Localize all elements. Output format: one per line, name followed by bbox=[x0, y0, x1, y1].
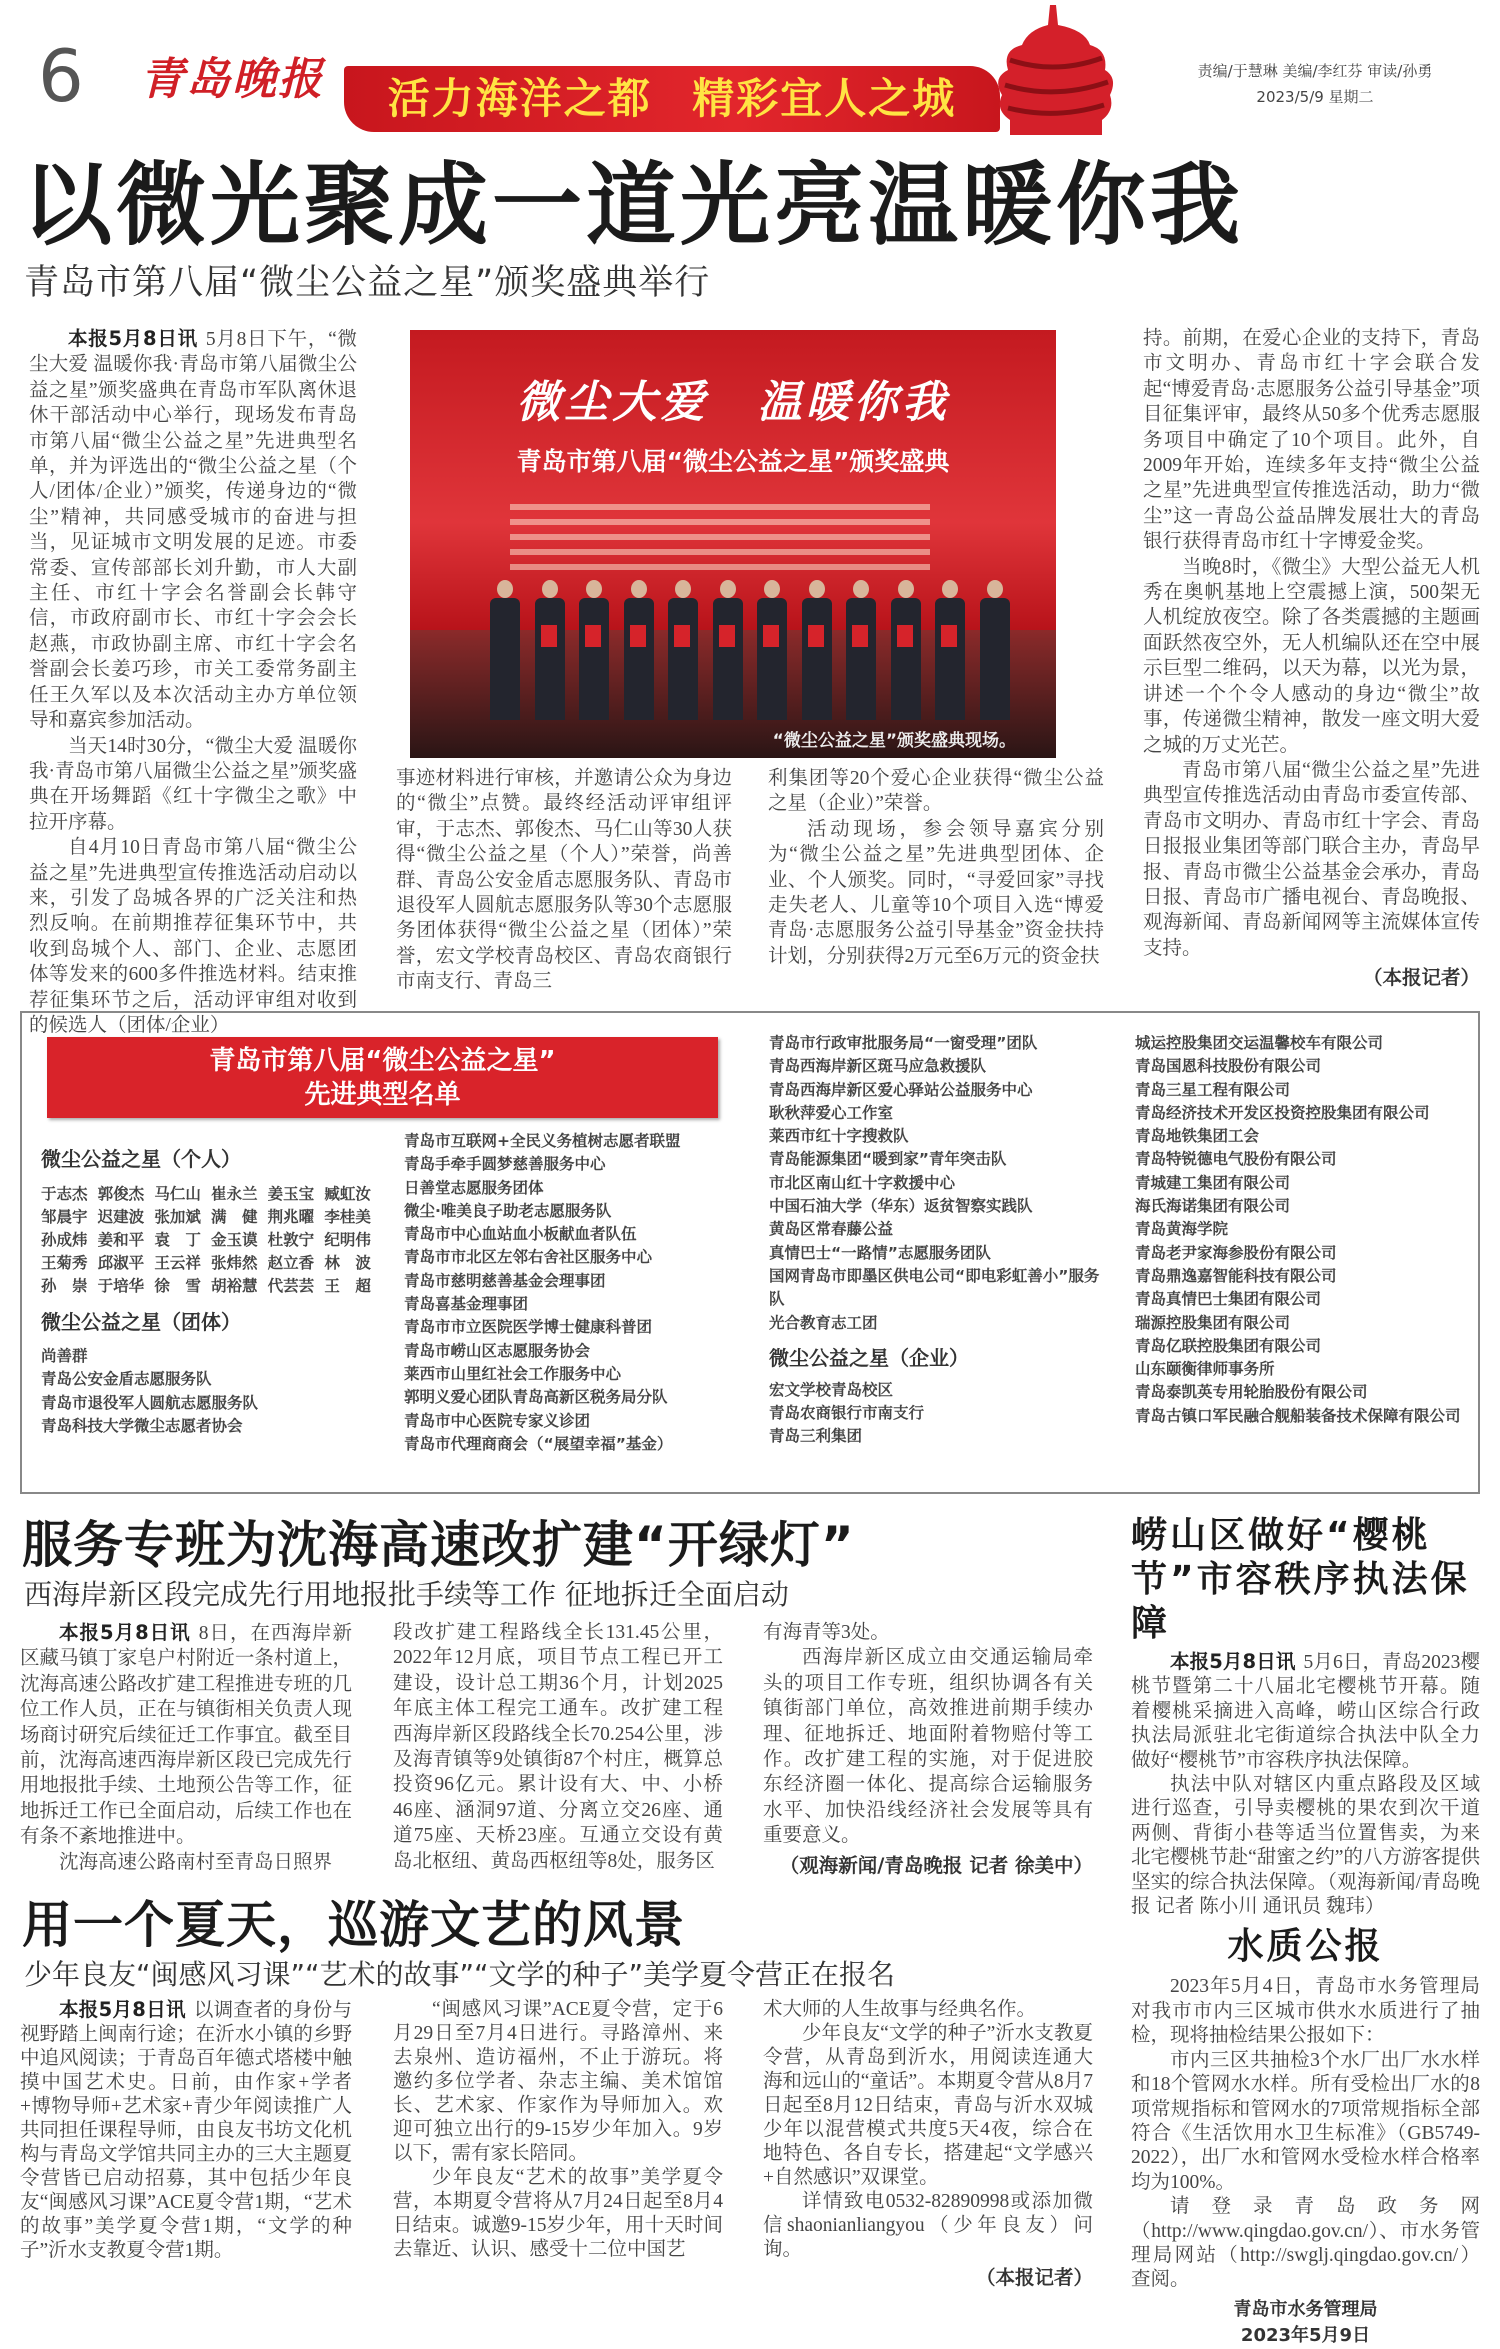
paragraph-text: 8日，在西海岸新区藏马镇丁家皂户村附近一条村道上，沈海高速公路改扩建工程推进专班的几位工作人员，正在与镇街相关负责人现场商讨研究后续征迁工作事宜。截至目前，沈海高速西海岸新区段已完成先行用地报批手续、土地预公告等工作，征地拆迁工作已全面启动，后续工作也在有条不紊地推进中。 bbox=[20, 1623, 352, 1848]
individual-name: 林 波 bbox=[324, 1254, 371, 1272]
paragraph bbox=[1131, 1650, 1480, 1773]
paragraph-text: 利集团等20个爱心企业获得“微尘公益之星（企业）”荣誉。 bbox=[768, 768, 1104, 815]
individual-name: 杜敦宁 bbox=[267, 1231, 315, 1249]
paragraph-text: 执法中队对辖区内重点路段及区域进行巡查，引导卖樱桃的果农到次干道两侧、背街小巷等适当位置售卖，为来北宅樱桃节赴“甜蜜之约”的八方游客提供坚实的综合执法保障。（观海新闻/青岛晚报 记者 陈小川 通讯员 魏玮） bbox=[1131, 1774, 1480, 1918]
paragraph bbox=[763, 1998, 1093, 2022]
individual-name: 代芸芸 bbox=[267, 1277, 315, 1295]
paragraph bbox=[763, 2022, 1093, 2190]
list-item: 青岛老尹家海参股份有限公司 bbox=[1135, 1243, 1337, 1262]
individual-name: 荆兆曜 bbox=[267, 1208, 315, 1226]
highway-column-1 bbox=[20, 1620, 352, 1875]
paragraph bbox=[393, 2166, 723, 2262]
individual-name: 王菊秀 bbox=[41, 1254, 88, 1272]
person-figure bbox=[980, 580, 1010, 720]
list-item: 青岛泰凯英专用轮胎股份有限公司 bbox=[1135, 1383, 1368, 1402]
individual-name: 徐 雪 bbox=[154, 1277, 201, 1295]
enterprise-list-a bbox=[769, 1379, 1104, 1449]
list-item: 青岛三星工程有限公司 bbox=[1135, 1080, 1291, 1099]
person-figure bbox=[490, 580, 520, 720]
person-figure bbox=[713, 580, 743, 720]
tower-sculpture-icon bbox=[990, 0, 1120, 135]
individual-name: 郭俊杰 bbox=[97, 1185, 145, 1203]
paragraph bbox=[393, 1620, 723, 1874]
paragraph-text: 以调查者的身份与视野踏上闽南行途；在沂水小镇的乡野中追风阅读；于青岛百年德式塔楼中触摸中国艺术史。日前，由作家+学者+博物导师+艺术家+青少年阅读推广人共同担任课程导师，由良友书坊文化机构与青岛文学馆共同主办的三大主题夏令营皆已启动招募，其中包括少年良友“闽感风习课”ACE夏令营1期，“艺术的故事”美学夏令营1期，“文学的种子”沂水支教夏令营1期。 bbox=[20, 2000, 352, 2261]
paragraph-text: 持。前期，在爱心企业的支持下，青岛市文明办、青岛市红十字会联合发起“博爱青岛·志愿服务公益引导基金”项目征集评审，最终从50多个优秀志愿服务项目中确定了10个项目。此外，自2009年开始，连续多年支持“微尘公益之星”先进典型宣传推选活动，助力“微尘”这一青岛公益品牌发展壮大的青岛银行获得青岛市红十字博爱金奖。 bbox=[1143, 328, 1480, 553]
list-item: 青岛市崂山区志愿服务协会 bbox=[404, 1341, 591, 1360]
individual-name: 姜和平 bbox=[97, 1231, 145, 1249]
cherry-body bbox=[1131, 1650, 1480, 1919]
list-item: 市北区南山红十字救援中心 bbox=[769, 1173, 956, 1192]
person-figure bbox=[891, 580, 921, 720]
screen-organizer-text bbox=[510, 495, 930, 579]
photo-caption: “微尘公益之星”颁奖盛典现场。 bbox=[772, 731, 1016, 751]
summer-column-1 bbox=[20, 1998, 352, 2263]
list-item: 青岛市代理商商会（“展望幸福”基金） bbox=[404, 1434, 673, 1453]
paragraph-text: 少年良友“艺术的故事”美学夏令营，本期夏令营将从7月24日起至8月4日结束。诚邀9-15岁少年，用十天时间去靠近、认识、感受十二位中国艺 bbox=[393, 2167, 723, 2260]
summer-column-2 bbox=[393, 1998, 723, 2262]
list-item: 青岛能源集团“暖到家”青年突击队 bbox=[769, 1150, 1007, 1169]
individual-name: 张炜然 bbox=[210, 1254, 258, 1272]
summer-subtitle: 少年良友“闽感风习课”“艺术的故事”“文学的种子”美学夏令营正在报名 bbox=[24, 1958, 896, 1991]
paragraph-text: 术大师的人生故事与经典名作。 bbox=[763, 1999, 1037, 2020]
paragraph-text: “闽感风习课”ACE夏令营，定于6月29日至7月4日进行。寻路漳州、来去泉州、造访福州，不止于游玩。将邀约多位学者、杂志主编、美术馆馆长、艺术家、作家作为导师加入。欢迎可独立出行的9-15岁少年加入。9岁以下，需有家长陪同。 bbox=[393, 1999, 723, 2164]
lead-subtitle: 青岛市第八届“微尘公益之星”颁奖盛典举行 bbox=[24, 263, 711, 303]
person-figure bbox=[535, 580, 565, 720]
dateline: 本报5月8日讯 bbox=[68, 327, 198, 350]
list-item: 城运控股集团交运温馨校车有限公司 bbox=[1135, 1034, 1384, 1052]
list-item: 郭明义爱心团队青岛高新区税务局分队 bbox=[404, 1388, 668, 1407]
list-item: 青岛黄海学院 bbox=[1135, 1220, 1229, 1239]
person-figure bbox=[624, 580, 654, 720]
honor-list-title bbox=[47, 1037, 718, 1118]
issue-date: 2023/5/9 星期二 bbox=[1256, 88, 1374, 106]
individual-name: 崔永兰 bbox=[210, 1185, 258, 1203]
individual-name: 李桂美 bbox=[324, 1208, 371, 1226]
list-item: 莱西市红十字搜救队 bbox=[769, 1127, 909, 1146]
paragraph-text: 5月8日下午，“微尘大爱 温暖你我·青岛市第八届微尘公益之星”颁奖盛典在青岛市军队离休退休干部活动中心举行，现场发布青岛市第八届“微尘公益之星”先进典型名单，并为评选出的“微尘公益之星（个人/团体/企业）”颁奖，传递身边的“微尘”精神，共同感受城市的奋进与担当，见证城市文明发展的足迹。市委常委、宣传部部长刘升勤，市人大副主任、市红十字会名誉副会长韩守信，市政府副市长、市红十字会会长赵燕，市政协副主席、市红十字会名誉副会长姜巧珍，市关工委常务副主任王久军以及本次活动主办方单位领导和嘉宾参加活动。 bbox=[29, 329, 358, 732]
lead-column-4 bbox=[1143, 326, 1480, 991]
award-ceremony-photo bbox=[410, 330, 1056, 758]
individual-name: 孙成炜 bbox=[41, 1231, 88, 1249]
individual-name: 王 超 bbox=[324, 1277, 371, 1295]
paragraph bbox=[1143, 326, 1480, 555]
paragraph-text: 有海青等3处。 bbox=[763, 1622, 890, 1643]
paragraph bbox=[763, 1620, 1093, 1645]
individual-name: 于志杰 bbox=[41, 1185, 88, 1203]
list-item: 青岛西海岸新区斑马应急救援队 bbox=[769, 1057, 987, 1076]
paragraph bbox=[20, 1620, 352, 1850]
lead-column-3 bbox=[768, 766, 1104, 969]
paragraph bbox=[768, 817, 1104, 969]
byline: （本报记者） bbox=[1362, 966, 1480, 990]
list-item: 青岛市互联网+全民义务植树志愿者联盟 bbox=[404, 1132, 681, 1150]
person-figure bbox=[802, 580, 832, 720]
photo-screen-title: 微尘大爱 温暖你我 bbox=[516, 377, 950, 428]
team-list-b bbox=[404, 1130, 681, 1456]
list-item: 黄岛区常春藤公益 bbox=[769, 1220, 894, 1239]
byline: （观海新闻/青岛晚报 记者 徐美中） bbox=[779, 1853, 1093, 1877]
list-item: 青岛科技大学微尘志愿者协会 bbox=[41, 1416, 243, 1435]
paragraph-text: 青岛市第八届“微尘公益之星”先进典型宣传推选活动由青岛市委宣传部、青岛市文明办、青岛市红十字会、青岛日报报业集团等部门联合主办，青岛早报、青岛市微尘公益基金会承办，青岛日报、青岛市广播电视台、青岛晚报、观海新闻、青岛新闻网等主流媒体宣传支持。 bbox=[1143, 759, 1480, 959]
list-item: 青岛手牵手圆梦慈善服务中心 bbox=[404, 1155, 606, 1174]
paragraph-text: 事迹材料进行审核，并邀请公众为身边的“微尘”点赞。最终经活动评审组评审，于志杰、郭俊杰、马仁山等30人获得“微尘公益之星（个人）”荣誉，尚善群、青岛公安金盾志愿服务队、青岛市退役军人圆航志愿服务队等30个志愿服务团体获得“微尘公益之星（团体）”荣誉，宏文学校青岛校区、青岛农商银行市南支行、青岛三 bbox=[396, 768, 732, 993]
person-figure bbox=[757, 580, 787, 720]
highway-headline: 服务专班为沈海高速改扩建“开绿灯” bbox=[22, 1516, 855, 1574]
list-item: 青岛三利集团 bbox=[769, 1427, 863, 1446]
individual-name: 孙 崇 bbox=[41, 1277, 88, 1295]
paragraph-text: 沈海高速公路南村至青岛日照界 bbox=[59, 1851, 333, 1873]
individual-name: 纪明伟 bbox=[324, 1231, 371, 1249]
highway-column-2 bbox=[393, 1620, 723, 1874]
list-item: 青岛市慈明慈善基金会理事团 bbox=[404, 1271, 606, 1290]
list-item: 青城建工集团有限公司 bbox=[1135, 1173, 1291, 1192]
paragraph-text: 市内三区共抽检3个水厂出厂水水样和18个管网水水样。所有受检出厂水的8项常规指标和管网水的7项常规指标全部符合《生活饮用水卫生标准》（GB5749-2022），出厂水和管网水受检水样合格率均为100%。 bbox=[1131, 2049, 1480, 2193]
list-item: 海氏海诺集团有限公司 bbox=[1135, 1197, 1291, 1216]
list-item: 青岛地铁集团工会 bbox=[1135, 1127, 1260, 1146]
list-item: 山东颐衡律师事务所 bbox=[1135, 1360, 1275, 1379]
paragraph bbox=[1131, 2049, 1480, 2195]
enterprise-heading: 微尘公益之星（企业） bbox=[769, 1345, 969, 1370]
individual-name: 赵立香 bbox=[267, 1254, 315, 1272]
person-figure bbox=[935, 580, 965, 720]
credits-text: 责编/于慧琳 美编/李红芬 审读/孙勇 bbox=[1197, 62, 1433, 80]
signature-org: 青岛市水务管理局 bbox=[1233, 2298, 1378, 2320]
water-notice-body bbox=[1131, 1975, 1480, 2292]
team-heading: 微尘公益之星（团体） bbox=[41, 1310, 241, 1334]
individual-name: 迟建波 bbox=[97, 1208, 145, 1226]
award-recipients bbox=[490, 580, 1010, 720]
paragraph bbox=[393, 1998, 723, 2166]
list-item: 青岛公安金盾志愿服务队 bbox=[41, 1370, 212, 1389]
list-item: 中国石油大学（华东）返贫智察实践队 bbox=[769, 1197, 1033, 1216]
list-item: 青岛市退役军人圆航志愿服务队 bbox=[41, 1393, 259, 1412]
list-item: 青岛国恩科技股份有限公司 bbox=[1135, 1057, 1322, 1076]
individual-name: 张加斌 bbox=[154, 1208, 201, 1226]
paragraph-text: 详情致电0532-82890998或添加微信shaonianliangyou（少年良友）问询。 bbox=[763, 2191, 1093, 2260]
paragraph-text: 请登录青岛政务网（http://www.qingdao.gov.cn/）、市水务管理局网站（http://swglj.qingdao.gov.cn/）查阅。 bbox=[1131, 2196, 1480, 2291]
byline: （本报记者） bbox=[975, 2266, 1093, 2289]
paragraph bbox=[768, 766, 1104, 817]
cherry-headline: 崂山区做好“樱桃节”市容秩序执法保障 bbox=[1131, 1515, 1470, 1644]
right-column-flow bbox=[1131, 1514, 1480, 2349]
highway-subtitle: 西海岸新区段完成先行用地报批手续等工作 征地拆迁全面启动 bbox=[24, 1578, 789, 1611]
individual-name: 马仁山 bbox=[154, 1185, 201, 1203]
paragraph-text: 5月6日，青岛2023樱桃节暨第二十八届北宅樱桃节开幕。随着樱桃采摘进入高峰，崂山区综合行政执法局派驻北宅街道综合执法中队全力做好“樱桃节”市容秩序执法保障。 bbox=[1131, 1652, 1480, 1771]
list-item: 青岛市行政审批服务局“一窗受理”团队 bbox=[769, 1034, 1038, 1052]
individual-names bbox=[41, 1184, 371, 1297]
paragraph bbox=[1143, 758, 1480, 961]
paragraph bbox=[29, 326, 357, 734]
paragraph bbox=[1143, 555, 1480, 758]
list-item: 日善堂志愿服务团体 bbox=[404, 1178, 544, 1197]
list-item: 青岛农商银行市南支行 bbox=[769, 1404, 925, 1423]
list-item: 青岛市中心血站血小板献血者队伍 bbox=[404, 1225, 637, 1244]
summer-column-3 bbox=[763, 1998, 1093, 2290]
paragraph bbox=[763, 1645, 1093, 1848]
signature-date: 2023年5月9日 bbox=[1240, 2324, 1371, 2346]
paragraph bbox=[1131, 2195, 1480, 2293]
dateline: 本报5月8日讯 bbox=[59, 1998, 186, 2021]
list-item: 真情巴士“一路情”志愿服务团队 bbox=[769, 1243, 991, 1262]
individual-name: 邱淑平 bbox=[97, 1254, 145, 1272]
individual-name: 姜玉宝 bbox=[267, 1185, 315, 1203]
honor-list-title-line2: 先进典型名单 bbox=[304, 1080, 461, 1110]
individual-name: 金玉谟 bbox=[210, 1231, 258, 1249]
list-item: 青岛真情巴士集团有限公司 bbox=[1135, 1290, 1322, 1309]
dateline: 本报5月8日讯 bbox=[1170, 1650, 1296, 1673]
paragraph bbox=[20, 1998, 352, 2263]
paragraph-text: 自4月10日青岛市第八届“微尘公益之星”先进典型宣传推选活动启动以来，引发了岛城各界的广泛关注和热烈反响。在前期推荐征集环节中，共收到岛城个人、部门、企业、志愿团体等发来的600多件推选材料。结束推荐征集环节之后，活动评审组对收到的候选人（团体/企业） bbox=[29, 837, 357, 1036]
newspaper-logo: 青岛晚报 bbox=[140, 54, 324, 105]
lead-column-2 bbox=[396, 766, 732, 995]
list-item: 国网青岛市即墨区供电公司“即电彩虹善小”服务队 bbox=[769, 1266, 1100, 1309]
individual-name: 于培华 bbox=[97, 1277, 145, 1295]
honor-list-title-line1: 青岛市第八届“微尘公益之星” bbox=[209, 1046, 556, 1076]
list-item: 青岛古镇口军民融合舰船装备技术保障有限公司 bbox=[1135, 1406, 1461, 1425]
water-notice-headline: 水质公报 bbox=[1227, 1926, 1384, 1968]
paragraph-text: 当晚8时，《微尘》大型公益无人机秀在奥帆基地上空震撼上演，500架无人机绽放夜空。除了各类震撼的主题画面跃然夜空外，无人机编队还在空中展示巨型二维码，以天为幕，以光为景，讲述一个个令人感动的身边“微尘”故事，传递微尘精神，散发一座文明大爱之城的万丈光芒。 bbox=[1143, 556, 1480, 756]
paragraph bbox=[29, 835, 357, 1038]
person-figure bbox=[579, 580, 609, 720]
highway-column-3 bbox=[763, 1620, 1093, 1878]
editor-credits bbox=[1155, 58, 1475, 110]
list-item: 耿秋萍爱心工作室 bbox=[769, 1103, 894, 1122]
list-item: 青岛西海岸新区爱心驿站公益服务中心 bbox=[769, 1080, 1033, 1099]
paragraph bbox=[763, 2190, 1093, 2262]
paragraph-text: 少年良友“文学的种子”沂水支教夏令营，从青岛到沂水，用阅读连通大海和远山的“童话”。本期夏令营从8月7日起至8月12日结束，青岛与沂水双城少年以混营模式共度5天4夜，综合在地特色、各自专长，搭建起“文学感兴+自然感识”双课堂。 bbox=[763, 2023, 1093, 2188]
list-item: 青岛市市北区左邻右舍社区服务中心 bbox=[404, 1248, 653, 1267]
individual-name: 袁 丁 bbox=[154, 1231, 201, 1249]
list-item: 瑞源控股集团有限公司 bbox=[1135, 1313, 1291, 1332]
water-notice-signature bbox=[1131, 2297, 1480, 2349]
list-item: 青岛鼎逸嘉智能科技有限公司 bbox=[1135, 1266, 1337, 1285]
paragraph bbox=[1131, 1773, 1480, 1919]
paragraph bbox=[29, 734, 357, 836]
paragraph-text: 西海岸新区成立由交通运输局牵头的项目工作专班，组织协调各有关镇街部门单位，高效推进前期手续办理、征地拆迁、地面附着物赔付等工作。改扩建工程的实施，对于促进胶东经济圈一体化、提高综合运输服务水平、加快沿线经济社会发展等具有重要意义。 bbox=[763, 1647, 1093, 1847]
team-list-c bbox=[769, 1032, 1104, 1335]
individual-name: 胡裕慧 bbox=[210, 1277, 258, 1295]
list-item: 青岛亿联控股集团有限公司 bbox=[1135, 1336, 1322, 1355]
individual-name: 邹晨宇 bbox=[41, 1208, 88, 1226]
list-item: 青岛喜基金理事团 bbox=[404, 1295, 529, 1314]
enterprise-list-b bbox=[1135, 1032, 1470, 1428]
individual-name: 臧虹汝 bbox=[324, 1185, 371, 1203]
page-number: 6 bbox=[38, 34, 84, 118]
list-item: 青岛经济技术开发区投资控股集团有限公司 bbox=[1135, 1103, 1430, 1122]
summer-headline: 用一个夏天，巡游文艺的风景 bbox=[22, 1896, 685, 1954]
person-figure bbox=[668, 580, 698, 720]
team-list-a bbox=[41, 1345, 381, 1438]
paragraph-text: 2023年5月4日，青岛市水务管理局对我市市内三区城市供水水质进行了抽检，现将抽检结果公报如下： bbox=[1131, 1976, 1480, 2047]
dateline: 本报5月8日讯 bbox=[59, 1621, 191, 1644]
list-item: 青岛市中心医院专家义诊团 bbox=[404, 1411, 591, 1430]
paragraph-text: 活动现场，参会领导嘉宾分别为“微尘公益之星”先进典型团体、企业、个人颁奖。同时，“寻爱回家”寻找走失老人、儿童等10个项目入选“博爱青岛·志愿服务公益引导基金”资金扶持计划，分别获得2万元至6万元的资金扶 bbox=[768, 818, 1104, 967]
list-item: 青岛市市立医院医学博士健康科普团 bbox=[404, 1318, 653, 1337]
slogan-banner: 活力海洋之都 精彩宜人之城 bbox=[344, 66, 1000, 132]
list-item: 宏文学校青岛校区 bbox=[769, 1380, 894, 1399]
paragraph bbox=[396, 766, 732, 995]
paragraph bbox=[20, 1850, 352, 1875]
photo-screen-subtitle: 青岛市第八届“微尘公益之星”颁奖盛典 bbox=[516, 447, 950, 476]
paragraph-text: 段改扩建工程路线全长131.45公里，2022年12月底，项目节点工程已开工建设，设计总工期36个月，计划2025年底主体工程完工通车。改扩建工程西海岸新区段路线全长70.254公里，涉及海青镇等9处镇街87个村庄，概算总投资96亿元。累计设有大、中、小桥46座、涵洞97道、分离立交26座、通道75座、天桥23座。互通立交设有黄岛北枢纽、黄岛西枢纽等8处，服务区 bbox=[393, 1622, 723, 1872]
list-item: 光合教育志工团 bbox=[769, 1313, 878, 1332]
paragraph-text: 当天14时30分，“微尘大爱 温暖你我·青岛市第八届微尘公益之星”颁奖盛典在开场舞蹈《红十字微尘之歌》中拉开序幕。 bbox=[29, 735, 357, 833]
list-item: 莱西市山里红社会工作服务中心 bbox=[404, 1364, 622, 1383]
paragraph bbox=[1131, 1975, 1480, 2048]
individual-name: 王云祥 bbox=[154, 1254, 201, 1272]
lead-column-1 bbox=[29, 326, 357, 1038]
individual-heading: 微尘公益之星（个人） bbox=[41, 1147, 241, 1171]
individual-name: 满 健 bbox=[210, 1208, 258, 1226]
list-item: 尚善群 bbox=[41, 1347, 88, 1365]
list-item: 微尘·唯美良子助老志愿服务队 bbox=[404, 1201, 612, 1220]
person-figure bbox=[846, 580, 876, 720]
list-item: 青岛特锐德电气股份有限公司 bbox=[1135, 1150, 1337, 1169]
lead-headline: 以微光聚成一道光亮温暖你我 bbox=[22, 153, 1244, 258]
